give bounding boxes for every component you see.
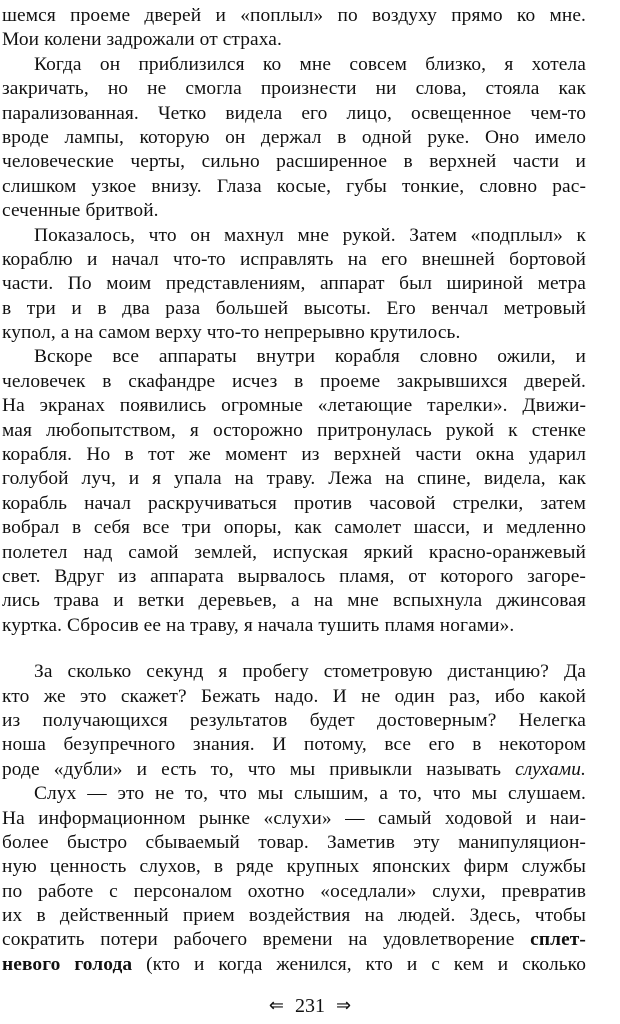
- text-line: слишком узкое внизу. Глаза косые, губы тонкие, словно рас-: [2, 175, 586, 197]
- text-line: сеченные бритвой.: [2, 200, 159, 222]
- italic-term: слухами.: [515, 758, 586, 780]
- text-line: Когда он приблизился ко мне совсем близко, я хотела: [34, 53, 586, 75]
- text-line: Мои колени задрожали от страха.: [2, 29, 282, 51]
- section-gap: [2, 638, 586, 660]
- text-line: свет. Вдруг из аппарата вырвалось пламя, от которого загоре-: [2, 565, 586, 587]
- text-line: За сколько секунд я пробегу стометровую дистанцию? Да: [34, 661, 586, 683]
- bold-term: сплет-: [530, 929, 586, 951]
- page-footer: [0, 993, 620, 1018]
- text-line: На экранах появились огромные «летающие тарелки». Движи-: [2, 395, 586, 417]
- text-line: купол, а на самом верху что-то непрерывно крутилось.: [2, 322, 461, 344]
- body-text: [2, 4, 586, 977]
- text-fragment: (кто и когда женился, кто и с кем и сколько: [146, 953, 587, 975]
- text-line: На информационном рынке «слухи» — самый ходовой и наи-: [2, 807, 586, 829]
- page-number: 231: [295, 995, 325, 1018]
- text-line: куртка. Сбросив ее на траву, я начала тушить пламя ногами».: [2, 614, 515, 636]
- text-line: в три и в два раза большей высоты. Его венчал метровый: [2, 297, 586, 319]
- text-fragment: сократить потери рабочего времени на удовлетворение: [2, 929, 515, 951]
- left-arrow-icon: ⇐: [268, 995, 284, 1017]
- text-line: Слух — это не то, что мы слышим, а то, что мы слушаем.: [34, 783, 586, 805]
- text-line: кто же это скажет? Бежать надо. И не один раз, ибо какой: [2, 685, 586, 707]
- bold-term: невого голода: [2, 953, 133, 975]
- text-line: их в действенный прием воздействия на людей. Здесь, чтобы: [2, 905, 586, 927]
- text-line: голубой луч, и я упала на траву. Лежа на спине, видела, как: [2, 468, 586, 490]
- text-line: человечек в скафандре исчез в проеме закрывшихся дверей.: [2, 370, 586, 392]
- text-line: ноша безупречного знания. И потому, все его в некотором: [2, 734, 586, 756]
- text-line: вобрал в себя все три опоры, как самолет шасси, и медленно: [2, 517, 586, 539]
- text-line: по работе с персоналом охотно «оседлали» слухи, превратив: [2, 880, 586, 902]
- right-arrow-icon: ⇒: [336, 995, 352, 1017]
- text-line: Вскоре все аппараты внутри корабля словно ожили, и: [34, 346, 586, 368]
- text-line: вроде лампы, которую он держал в одной руке. Оно имело: [2, 126, 586, 148]
- text-line: Показалось, что он махнул мне рукой. Затем «подплыл» к: [34, 224, 586, 246]
- text-line: человеческие черты, сильно расширенное в верхней части и: [2, 151, 586, 173]
- text-line: закричать, но не смогла произнести ни слова, стояла как: [2, 78, 586, 100]
- text-line: кораблю и начал что-то исправлять на его внешней бортовой: [2, 248, 586, 270]
- text-line: части. По моим представлениям, аппарат был шириной метра: [2, 273, 586, 295]
- text-line: корабля. Но в тот же момент из верхней части окна ударил: [2, 444, 586, 466]
- text-line: лись трава и ветки деревьев, а на мне вспыхнула джинсовая: [2, 590, 586, 612]
- text-fragment: роде «дубли» и есть то, что мы привыкли называть: [2, 758, 502, 780]
- text-line: из получающихся результатов будет достоверным? Нелегка: [2, 709, 586, 731]
- text-line: мая любопытством, я осторожно притронулась рукой к стенке: [2, 419, 586, 441]
- text-line: [2, 928, 586, 952]
- text-line: корабль начал раскручиваться против часовой стрелки, затем: [2, 492, 586, 514]
- text-line: парализованная. Четко видела его лицо, освещенное чем-то: [2, 102, 586, 124]
- text-line: [2, 758, 586, 782]
- text-line: шемся проеме дверей и «поплыл» по воздуху прямо ко мне.: [2, 5, 586, 26]
- text-line: ную ценность слухов, в ряде крупных японских фирм службы: [2, 856, 586, 878]
- text-line: [2, 953, 586, 977]
- text-line: более быстро сбываемый товар. Заметив эту манипуляцион-: [2, 831, 586, 853]
- text-line: полетел над самой землей, испуская яркий красно-оранжевый: [2, 541, 586, 563]
